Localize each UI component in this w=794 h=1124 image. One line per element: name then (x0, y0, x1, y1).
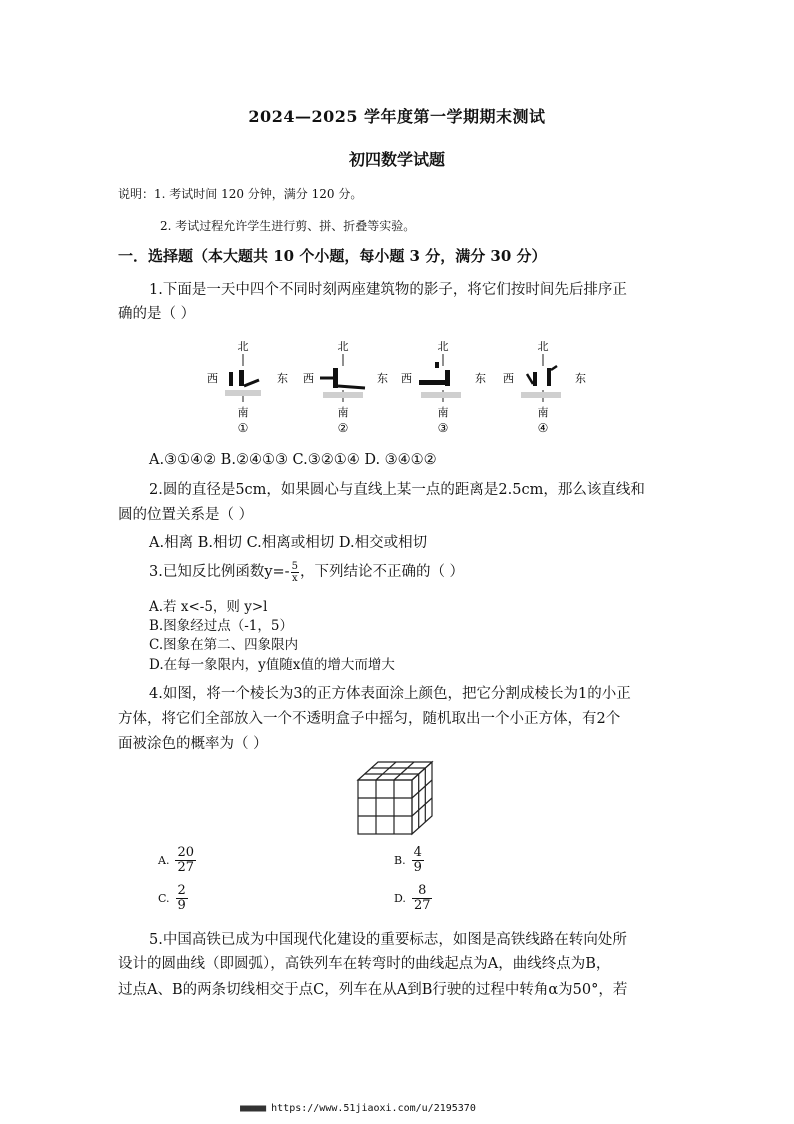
svg-text:北: 北 (337, 340, 349, 353)
q2-line-2: 圆的位置关系是（ ） (118, 507, 254, 523)
svg-text:南: 南 (537, 406, 549, 419)
q5-line-2: 设计的圆曲线（即圆弧），高铁列车在转弯时的曲线起点为A，曲线终点为B， (118, 956, 611, 972)
q5-line-3: 过点A、B的两条切线相交于点C，列车在从A到B行驶的过程中转角α为50°，若 (118, 982, 628, 998)
svg-text:东: 东 (475, 372, 486, 385)
exam-title: 2024—2025 学年度第一学期期末测试 (248, 107, 546, 126)
svg-text:西: 西 (303, 372, 314, 385)
q3-option-a: A.若 x<-5，则 y>l (149, 599, 268, 615)
q3-suffix: ，下列结论不正确的（ ） (299, 564, 465, 580)
compass-west: 西 (207, 372, 218, 385)
q1-line-2: 确的是（ ） (118, 306, 196, 322)
svg-text:西: 西 (401, 372, 412, 385)
svg-text:西: 西 (503, 372, 514, 385)
q4-option-c: C. $\frac{2}{9}$ (158, 883, 186, 913)
q3-prefix: 3.已知反比例函数y=- (149, 564, 290, 580)
shadow-panel-3 (401, 340, 486, 435)
compass-east: 东 (277, 372, 288, 385)
q3-option-b: B.图象经过点（-1，5） (149, 618, 293, 634)
q2-line-1: 2.圆的直径是5cm，如果圆心与直线上某一点的距离是2.5cm，那么该直线和 (149, 482, 645, 498)
panel-label-4: ④ (537, 421, 549, 435)
q3-option-c: C.图象在第二、四象限内 (149, 637, 299, 653)
shadow-panel-2 (303, 340, 388, 435)
q4-cube-figure (352, 758, 442, 838)
q3-fraction: $\frac{5}{x}$ (291, 560, 298, 584)
footer-url[interactable]: https://www.51jiaoxi.com/u/2195370 (271, 1103, 476, 1114)
compass-north: 北 (237, 340, 249, 353)
svg-text:北: 北 (537, 340, 549, 353)
q3-option-d: D.在每一象限内，y值随x值的增大而增大 (149, 657, 395, 673)
q1-shadow-figure (195, 334, 595, 442)
footer-dots: ■■■■■ (240, 1103, 266, 1114)
q4-option-a: A. $\frac{20}{27}$ (158, 845, 194, 875)
exam-subtitle: 初四数学试题 (348, 150, 445, 169)
shadow-panel-1 (207, 340, 288, 435)
q1-options: A.③①④② B.②④①③ C.③②①④ D. ③④①② (149, 452, 437, 468)
q3-stem (149, 560, 464, 584)
panel-label-3: ③ (437, 421, 449, 435)
svg-text:北: 北 (437, 340, 449, 353)
section-heading: 一．选择题（本大题共 10 个小题，每小题 3 分，满分 30 分） (118, 247, 547, 265)
cube-diagram (352, 758, 442, 838)
q4-line-2: 方体，将它们全部放入一个不透明盒子中摇匀，随机取出一个小正方体，有2个 (118, 711, 621, 727)
q4-line-1: 4.如图，将一个棱长为3的正方体表面涂上颜色，把它分割成棱长为1的小正 (149, 686, 631, 702)
note-line-2: 2. 考试过程允许学生进行剪、拼、折叠等实验。 (160, 219, 416, 233)
q4-line-3: 面被涂色的概率为（ ） (118, 736, 268, 752)
shadow-diagrams (195, 334, 595, 442)
note-line-1: 说明：1. 考试时间 120 分钟，满分 120 分。 (118, 187, 363, 201)
q4-option-d: D. $\frac{8}{27}$ (394, 883, 431, 913)
panel-label-1: ① (237, 421, 249, 435)
svg-text:东: 东 (377, 372, 388, 385)
panel-label-2: ② (337, 421, 349, 435)
q2-options: A.相离 B.相切 C.相离或相切 D.相交或相切 (149, 535, 428, 551)
svg-text:南: 南 (337, 406, 349, 419)
svg-text:南: 南 (437, 406, 449, 419)
shadow-panel-4 (503, 340, 586, 435)
compass-south: 南 (237, 406, 249, 419)
svg-text:东: 东 (575, 372, 586, 385)
q1-line-1: 1.下面是一天中四个不同时刻两座建筑物的影子，将它们按时间先后排序正 (149, 282, 627, 298)
q5-line-1: 5.中国高铁已成为中国现代化建设的重要标志，如图是高铁线路在转向处所 (149, 932, 627, 948)
footer-watermark (240, 1103, 476, 1114)
q4-option-b: B. $\frac{4}{9}$ (394, 845, 422, 875)
